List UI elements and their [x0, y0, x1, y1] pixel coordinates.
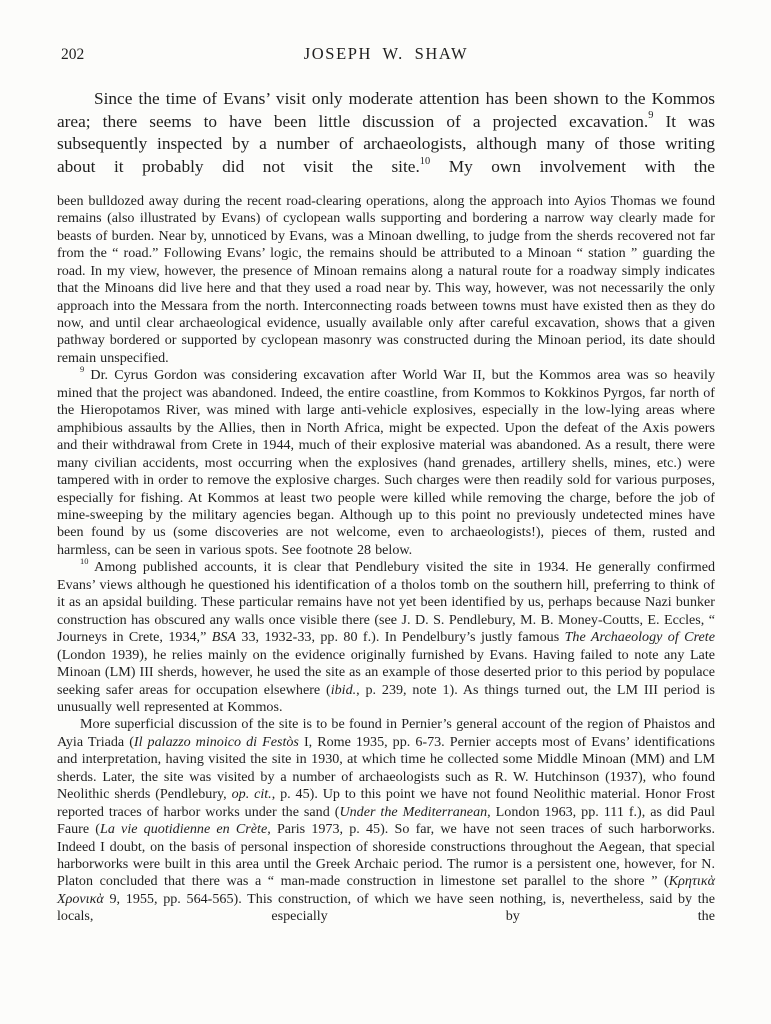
running-head-author: JOSEPH W. SHAW — [303, 44, 469, 63]
footnotes-section — [57, 193, 715, 926]
footnote-8-continuation: been bulldozed away during the recent road-clearing operations, along the approach into Ayios Thomas we found remains (also illustrated by Evans) of cyclopean walls supporting and bordering a narrow way clearly made for beasts of burden. Near by, unnoticed by Evans, was a Minoan dwelling, to judge from the sherds recovered not far from the “ road.” Following Evans’ logic, the remains should be attributed to a Minoan “ station ” guarding the road. In my view, however, the presence of Minoan remains along a natural route for a roadway simply indicates that the Minoans did live here and that they used a road near by. This way, however, was not necessarily the only approach into the Messara from the north. Interconnecting roads between towns must have existed then as they do now, and until clear archaeological evidence, usually available only after careful excavation, shows that a given pathway bordered or supported by cyclopean masonry was constructed during the Minoan period, its date should remain unspecified. — [57, 192, 715, 366]
page-number: 202 — [61, 46, 85, 63]
footnote-10: $^{10}$ Among published accounts, it is clear that Pendlebury visited the site in 1934. He generally confirmed Evans’ views although he questioned his identification of a tholos tomb on the southern hill, preferring to think of it as an apsidal building. These particular remains have not yet been identified by us, perhaps because Nazi bunker construction has obscured any walls once visible there (see J. D. S. Pendlebury, M. B. Money-Coutts, E. Eccles, “ Journeys in Crete, 1934,” BSA 33, 1932-33, pp. 80 f.). In Pendelbury’s justly famous The Archaeology of Crete (London 1939), he relies mainly on the evidence originally furnished by Evans. Having failed to note any Late Minoan (LM) III sherds, however, he used the site as an example of those deserted prior to this period by populace seeking safer areas for occupation elsewhere (ibid., p. 239, note 1). As things turned out, the LM III period is unusually well represented at Kommos. — [57, 556, 715, 715]
page-body — [57, 88, 715, 926]
main-paragraph: Since the time of Evans’ visit only moderate attention has been shown to the Kommos area; there seems to have been little discussion of a projected excavation.$^9$ It was subsequently inspected by a number of archaeologists, although many of those writing about it probably did not visit the site.$^{10}$ My own involvement with the — [57, 89, 715, 177]
footnote-9: $^9$ Dr. Cyrus Gordon was considering excavation after World War II, but the Kommos area was so heavily mined that the project was abandoned. Indeed, the entire coastline, from Kommos to Kokkinos Pyrgos, far north of the Hieropotamos River, was mined with large anti-vehicle explosives, especially in the low-lying areas where amphibious assaults by the Allies, then in North Africa, might be expected. Upon the defeat of the Axis powers and their withdrawal from Crete in 1944, much of their explosive material was abandoned. As a result, there were many civilian accidents, most occurring when the explosives (hand grenades, artillery shells, mines, etc.) were tampered with in order to remove the explosive charges. Such charges were then readily sold for various purposes, especially for fishing. At Kommos at least two people were killed while removing the charge, before the job of mine-sweeping by the military agencies began. Although up to this point no previously undetected mines have been found by us (some discoveries are not welcome, even to archaeologists!), pieces of them, rusted and harmless, can be seen in various spots. See footnote 28 below. — [57, 364, 715, 558]
running-header — [57, 44, 715, 66]
footnote-10-continued: More superficial discussion of the site is to be found in Pernier’s general account of the region of Phaistos and Ayia Triada (Il palazzo minoico di Festòs I, Rome 1935, pp. 6-73. Pernier accepts most of Evans’ identifications and interpretation, having visited the site in 1930, at which time he collected some Middle Minoan (MM) and LM sherds. Later, the site was visited by a number of archaeologists such as R. W. Hutchinson (1937), who found Neolithic sherds (Pendlebury, op. cit., p. 45). Up to this point we have not found Neolithic material. Honor Frost reported traces of harbor works under the sand (Under the Mediterranean, London 1963, pp. 111 f.), as did Paul Faure (La vie quotidienne en Crète, Paris 1973, p. 45). So far, we have not seen traces of such harborworks. Indeed I doubt, on the basis of personal inspection of shoreside constructions throughout the Aegean, that special harborworks were built in this area until the Greek Archaic period. The rumor is a persistent one, however, for N. Platon concluded that there was a “ man-made construction in limestone set parallel to the shore ” (Κρητικὰ Χρονικὰ 9, 1955, pp. 564-565). This construction, of which we have seen nothing, is, nevertheless, said by the locals, especially by the — [57, 716, 716, 925]
